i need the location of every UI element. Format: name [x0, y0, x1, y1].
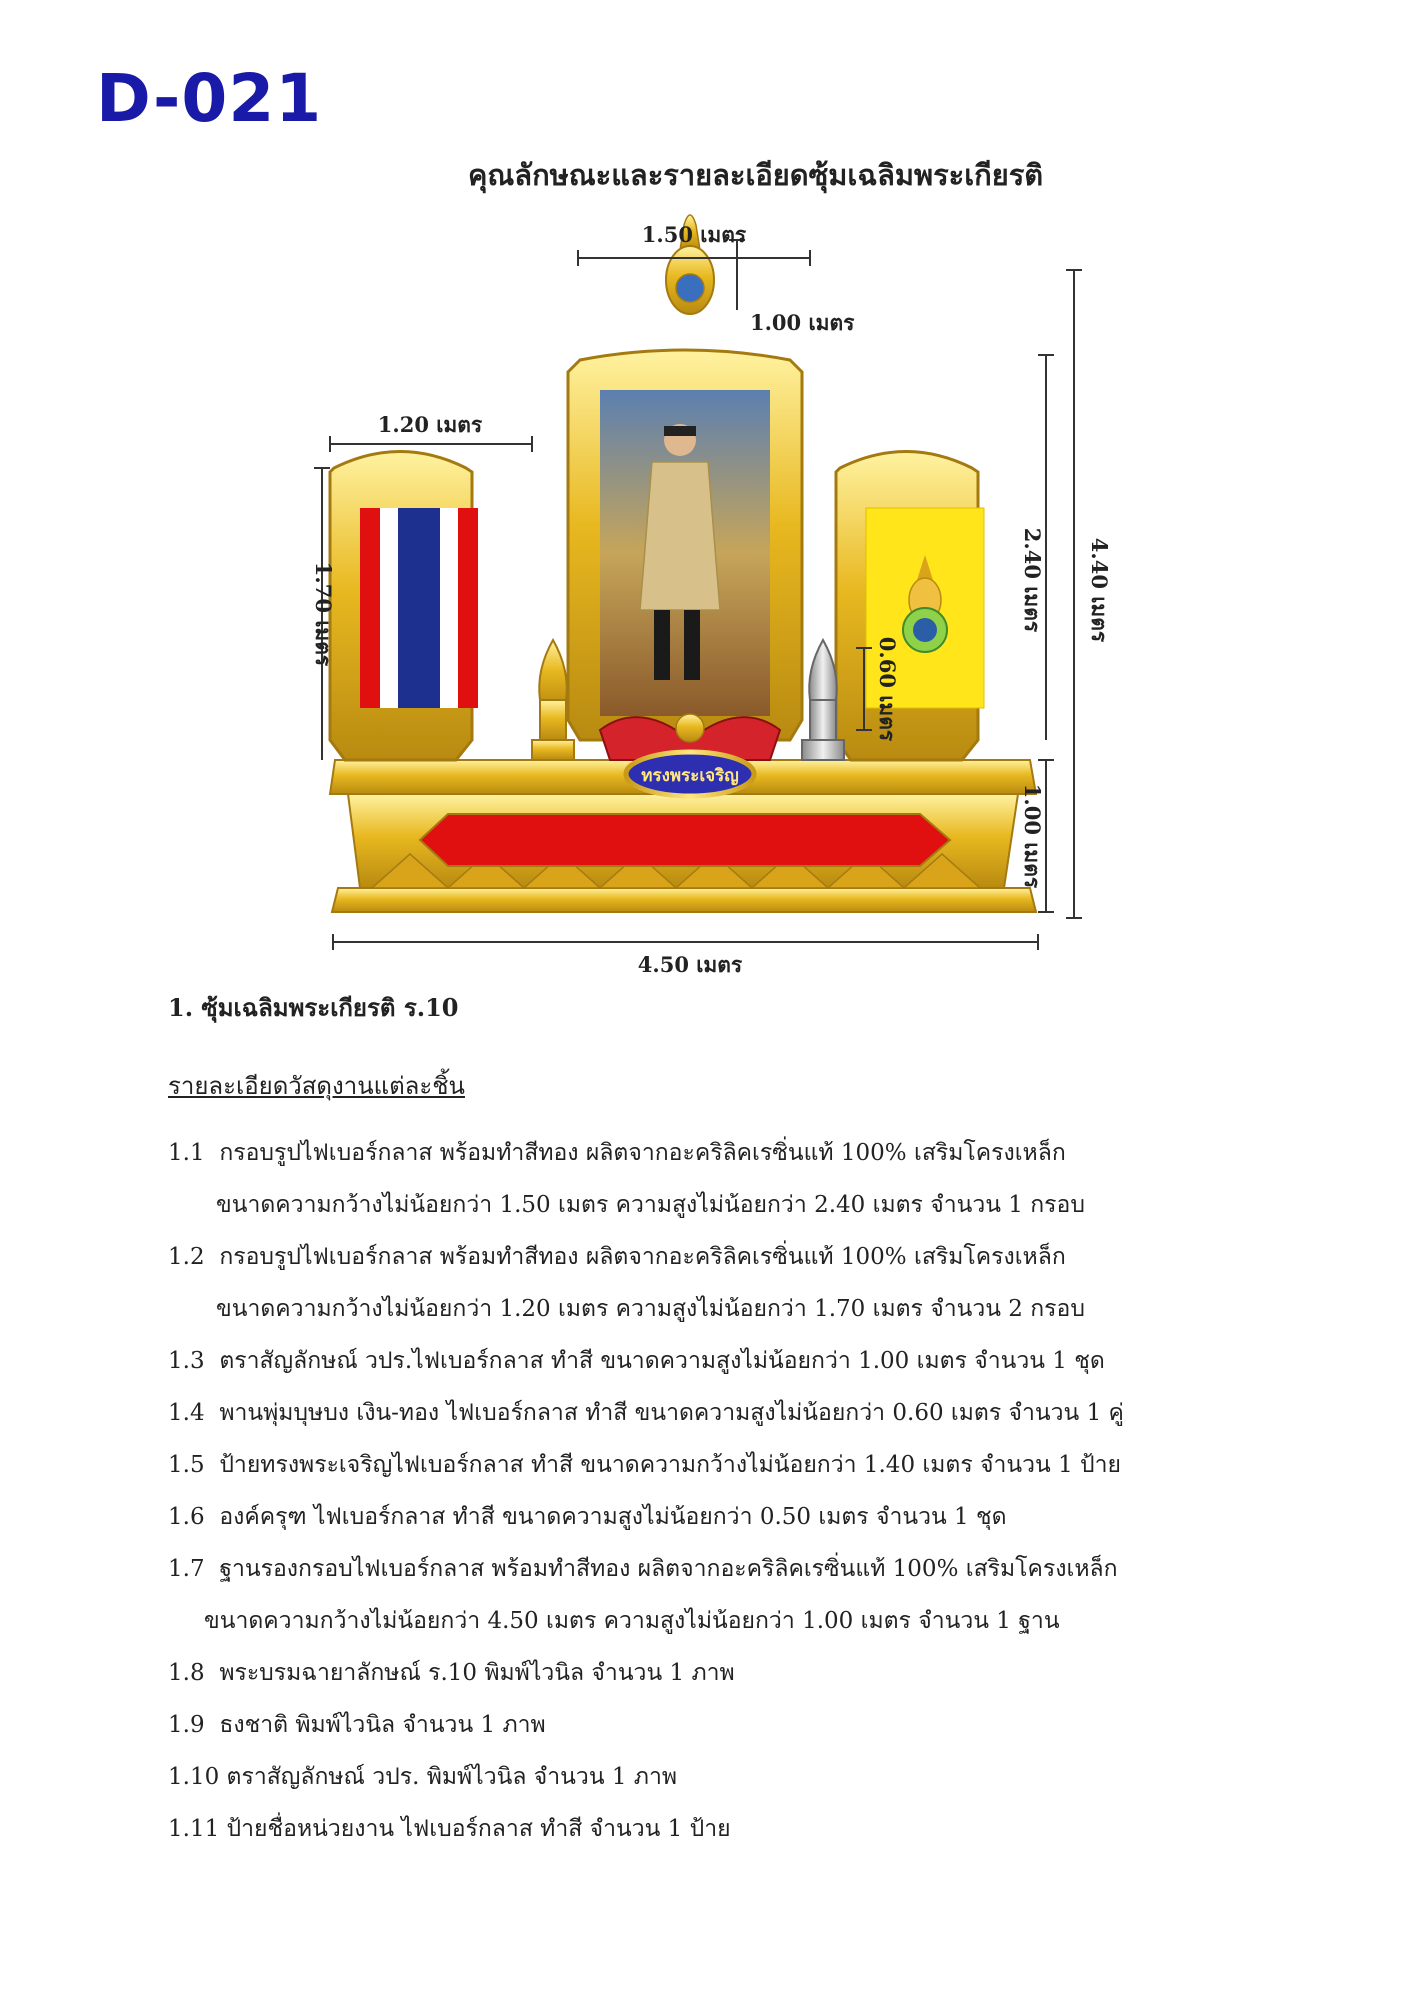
item-text: ธงชาติ พิมพ์ไวนิล จำนวน 1 ภาพ [219, 1712, 546, 1738]
item-text: ป้ายทรงพระเจริญไฟเบอร์กลาส ทำสี ขนาดความกว้างไม่น้อยกว่า 1.40 เมตร จำนวน 1 ป้าย [219, 1452, 1122, 1478]
dim-frame-height: 2.40 เมตร [1020, 527, 1045, 633]
item-number: 1.9 [168, 1712, 205, 1738]
item-number: 1.6 [168, 1504, 205, 1530]
dim-offering-height: 0.60 เมตร [875, 636, 900, 742]
section-heading: 1. ซุ้มเฉลิมพระเกียรติ ร.10 [168, 993, 459, 1022]
item-number: 1.3 [168, 1348, 205, 1374]
item-text: กรอบรูปไฟเบอร์กลาส พร้อมทำสีทอง ผลิตจากอะคริลิคเรซิ่นแท้ 100% เสริมโครงเหล็ก [219, 1244, 1066, 1270]
item-text: ป้ายชื่อหน่วยงาน ไฟเบอร์กลาส ทำสี จำนวน 1 ป้าย [226, 1816, 731, 1842]
materials-list [168, 1138, 1228, 1866]
list-item [168, 1658, 1228, 1688]
list-item [168, 1450, 1228, 1480]
document-code: D-021 [96, 60, 323, 137]
list-item [168, 1346, 1228, 1376]
item-continuation: ขนาดความกว้างไม่น้อยกว่า 4.50 เมตร ความสูงไม่น้อยกว่า 1.00 เมตร จำนวน 1 ฐาน [204, 1608, 1060, 1634]
dim-emblem-height: 1.00 เมตร [750, 310, 855, 335]
item-number: 1.11 [168, 1816, 220, 1842]
item-number: 1.2 [168, 1244, 205, 1270]
dim-total-height: 4.40 เมตร [1087, 537, 1112, 643]
left-frame-flag [330, 452, 478, 761]
section-subheading: รายละเอียดวัสดุงานแต่ละชิ้น [168, 1072, 465, 1100]
item-continuation: ขนาดความกว้างไม่น้อยกว่า 1.20 เมตร ความสูงไม่น้อยกว่า 1.70 เมตร จำนวน 2 กรอบ [216, 1296, 1085, 1322]
item-text: พานพุ่มบุษบง เงิน-ทอง ไฟเบอร์กลาส ทำสี ขนาดความสูงไม่น้อยกว่า 0.60 เมตร จำนวน 1 คู่ [219, 1400, 1124, 1426]
item-number: 1.1 [168, 1140, 205, 1166]
item-text: ตราสัญลักษณ์ วปร.ไฟเบอร์กลาส ทำสี ขนาดความสูงไม่น้อยกว่า 1.00 เมตร จำนวน 1 ชุด [219, 1348, 1105, 1374]
dim-total-width: 4.50 เมตร [637, 952, 743, 977]
center-frame-portrait [568, 350, 802, 740]
list-item [168, 1502, 1228, 1532]
item-number: 1.4 [168, 1400, 205, 1426]
list-item [168, 1762, 1228, 1792]
list-item [168, 1138, 1228, 1220]
dim-base-height: 1.00 เมตร [1020, 783, 1045, 889]
thai-flag [360, 508, 478, 708]
item-text: องค์ครุฑ ไฟเบอร์กลาส ทำสี ขนาดความสูงไม่น้อยกว่า 0.50 เมตร จำนวน 1 ชุด [219, 1504, 1007, 1530]
item-number: 1.8 [168, 1660, 205, 1686]
item-continuation: ขนาดความกว้างไม่น้อยกว่า 1.50 เมตร ความสูงไม่น้อยกว่า 2.40 เมตร จำนวน 1 กรอบ [216, 1192, 1085, 1218]
list-item [168, 1398, 1228, 1428]
blessing-plaque-text: ทรงพระเจริญ [641, 766, 739, 786]
list-item [168, 1554, 1228, 1636]
item-text: พระบรมฉายาลักษณ์ ร.10 พิมพ์ไวนิล จำนวน 1 ภาพ [219, 1660, 735, 1686]
dim-center-width: 1.50 เมตร [641, 222, 747, 247]
item-number: 1.5 [168, 1452, 205, 1478]
list-item [168, 1242, 1228, 1324]
right-frame-royal-flag [836, 452, 984, 761]
list-item [168, 1814, 1228, 1844]
arch-diagram [0, 200, 1414, 1000]
item-text: ตราสัญลักษณ์ วปร. พิมพ์ไวนิล จำนวน 1 ภาพ [226, 1764, 678, 1790]
dim-side-height: 1.70 เมตร [311, 561, 336, 667]
list-item [168, 1710, 1228, 1740]
item-number: 1.7 [168, 1556, 205, 1582]
item-number: 1.10 [168, 1764, 220, 1790]
item-text: ฐานรองกรอบไฟเบอร์กลาส พร้อมทำสีทอง ผลิตจากอะคริลิคเรซิ่นแท้ 100% เสริมโครงเหล็ก [219, 1556, 1118, 1582]
red-cloth-panel [420, 814, 950, 866]
dim-side-width: 1.20 เมตร [377, 412, 483, 437]
item-text: กรอบรูปไฟเบอร์กลาส พร้อมทำสีทอง ผลิตจากอะคริลิคเรซิ่นแท้ 100% เสริมโครงเหล็ก [219, 1140, 1066, 1166]
page-title: คุณลักษณะและรายละเอียดซุ้มเฉลิมพระเกียรติ [468, 158, 1044, 192]
